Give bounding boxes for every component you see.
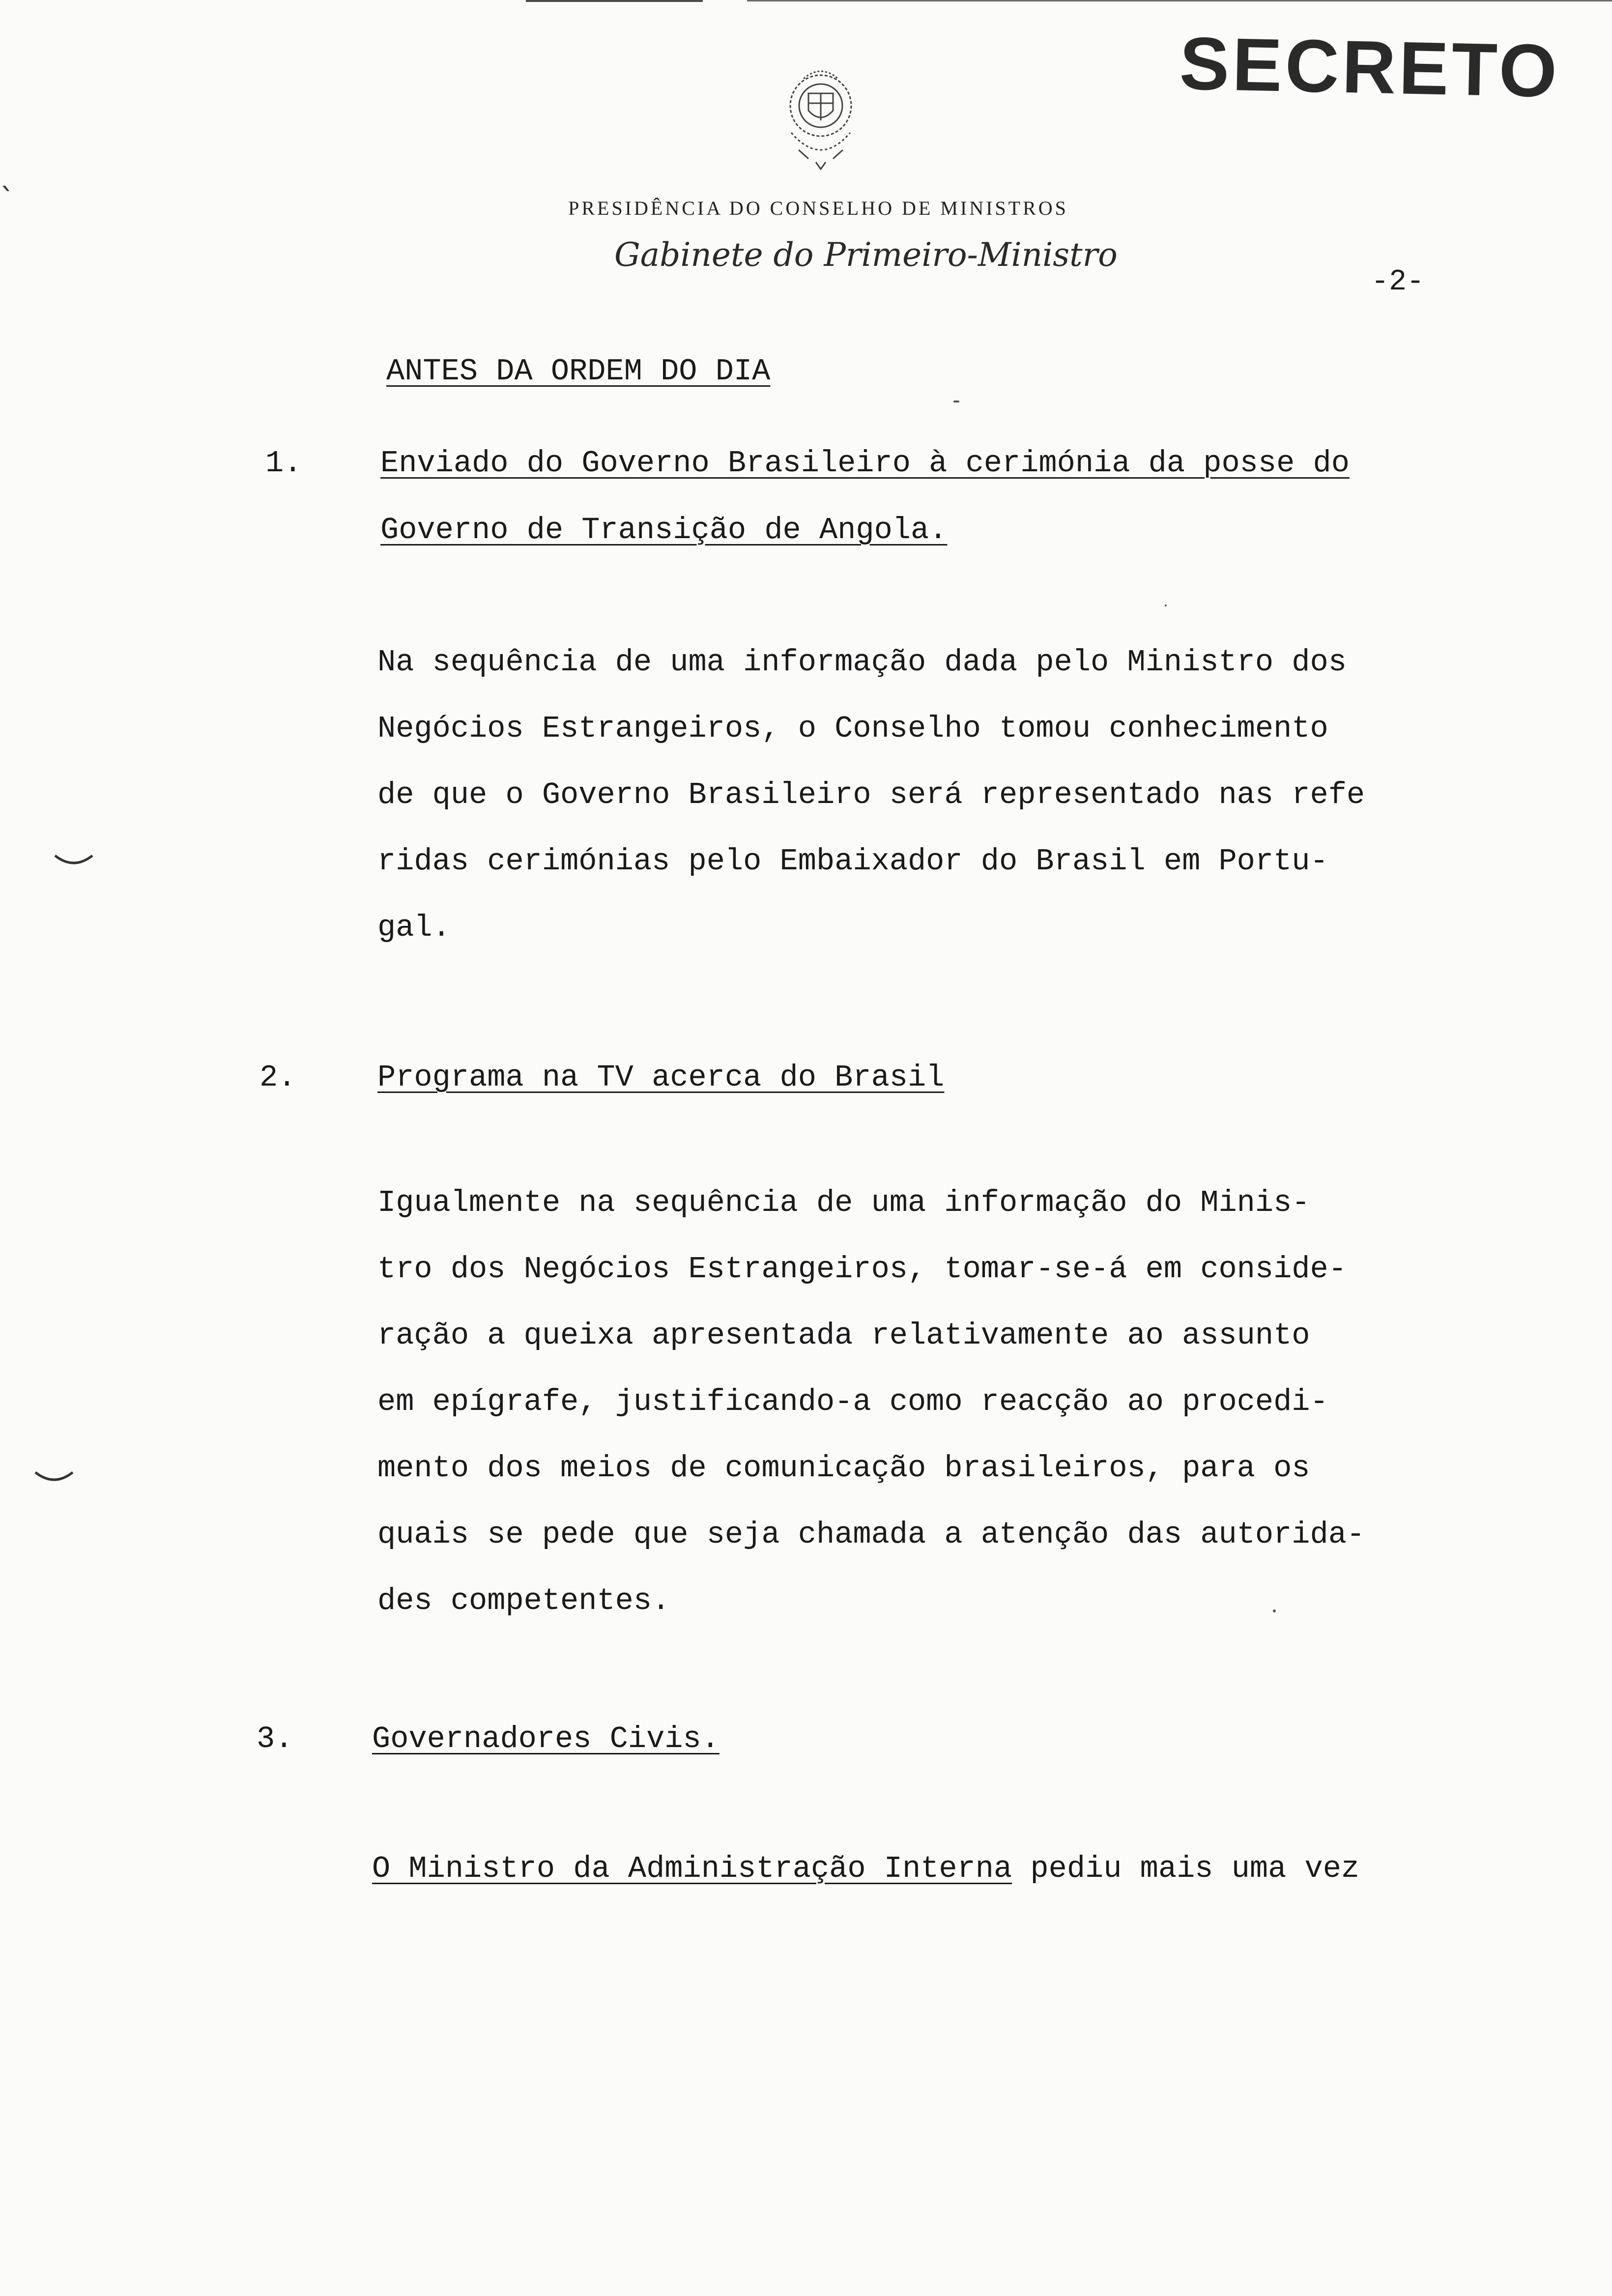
body-line: Na sequência de uma informação dada pelo Ministro dos [377,645,1347,680]
underlined-text: O Ministro da Administração Interna [372,1851,1012,1886]
item-body [377,629,1439,961]
body-line: Igualmente na sequência de uma informação do Minis- [377,1185,1310,1220]
item-title-line: Enviado do Governo Brasileiro à cerimónia da posse do [380,446,1350,481]
scan-speck [1273,1609,1276,1612]
body-text: pediu mais uma vez [1012,1851,1360,1886]
body-line: des competentes. [377,1583,670,1618]
section-title: ANTES DA ORDEM DO DIA [386,354,771,389]
secret-stamp: SECRETO [1179,21,1561,114]
margin-mark: ˎ [0,157,15,192]
coat-of-arms-seal-icon [757,59,885,177]
item-number: 1. [265,446,302,481]
item-body [377,1170,1439,1634]
cabinet-name: Gabinete do Primeiro-Ministro [614,236,1118,274]
office-name: PRESIDÊNCIA DO CONSELHO DE MINISTROS [568,197,1068,219]
item-number: 2. [259,1060,296,1095]
item-number: 3. [257,1722,293,1756]
scan-speck [1165,604,1167,606]
body-line: gal. [377,910,451,945]
body-line: mento dos meios de comunicação brasileiros, para os [377,1451,1310,1486]
item-title-line: Governo de Transição de Angola. [380,513,948,547]
item-title-line: Governadores Civis. [372,1722,720,1756]
body-line: quais se pede que seja chamada a atenção das autorida- [377,1517,1365,1552]
scan-speck [953,401,959,402]
margin-mark [34,1469,74,1484]
body-line: Negócios Estrangeiros, o Conselho tomou conhecimento [377,711,1328,746]
scan-edge-line [526,0,703,2]
item-title-line: Programa na TV acerca do Brasil [377,1060,945,1095]
item-body-line [372,1851,1360,1886]
page-number: -2- [1371,265,1425,299]
body-line: em epígrafe, justificando-a como reacção ao procedi- [377,1384,1328,1419]
margin-mark [54,853,93,867]
body-line: ração a queixa apresentada relativamente ao assunto [377,1318,1310,1353]
body-line: tro dos Negócios Estrangeiros, tomar-se-á em conside- [377,1252,1347,1287]
body-line: de que o Governo Brasileiro será representado nas refe [377,777,1365,812]
body-line: ridas cerimónias pelo Embaixador do Brasil em Portu- [377,844,1328,879]
scan-edge-line [747,0,1612,1]
